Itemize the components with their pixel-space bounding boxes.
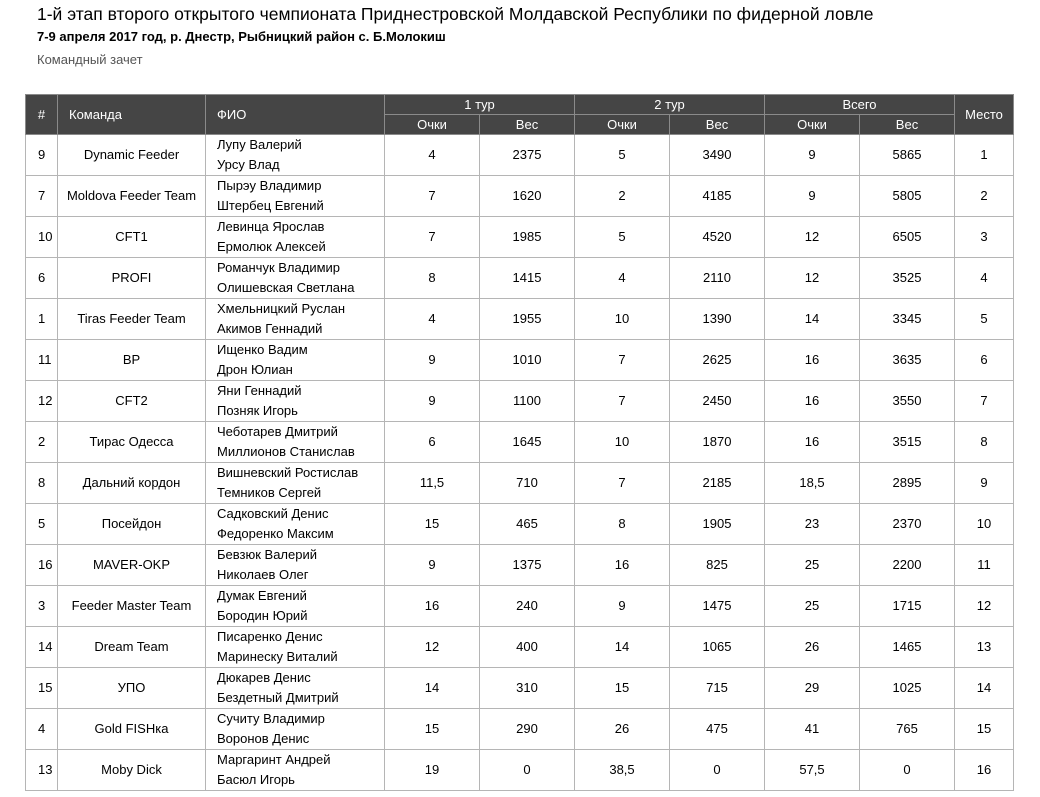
tour-2-points: 5 — [575, 135, 670, 176]
header-total: Всего — [765, 95, 955, 115]
tour-2-points: 10 — [575, 299, 670, 340]
total-weight: 1715 — [860, 586, 955, 627]
team-number: 2 — [26, 422, 58, 463]
member-name: Ищенко Вадим — [217, 342, 308, 357]
member-name: Акимов Геннадий — [217, 321, 323, 336]
tour-1-weight: 240 — [480, 586, 575, 627]
place: 14 — [955, 668, 1014, 709]
member-name: Басюл Игорь — [217, 772, 295, 787]
member-name: Писаренко Денис — [217, 629, 323, 644]
team-name: Moldova Feeder Team — [58, 176, 206, 217]
team-name: Посейдон — [58, 504, 206, 545]
tour-2-points: 7 — [575, 381, 670, 422]
team-members — [206, 340, 385, 381]
header-tour-2: 2 тур — [575, 95, 765, 115]
table-row — [26, 422, 1014, 463]
team-members — [206, 299, 385, 340]
tour-1-points: 8 — [385, 258, 480, 299]
member-name: Миллионов Станислав — [217, 444, 355, 459]
tour-2-points: 2 — [575, 176, 670, 217]
total-points: 26 — [765, 627, 860, 668]
team-members — [206, 463, 385, 504]
event-details: 7-9 апреля 2017 год, р. Днестр, Рыбницкий район с. Б.Молокиш — [37, 29, 446, 44]
tour-2-weight: 1065 — [670, 627, 765, 668]
table-row — [26, 217, 1014, 258]
member-name: Лупу Валерий — [217, 137, 302, 152]
table-row — [26, 586, 1014, 627]
team-name: BP — [58, 340, 206, 381]
tour-2-weight: 1475 — [670, 586, 765, 627]
table-row — [26, 750, 1014, 791]
tour-2-points: 8 — [575, 504, 670, 545]
member-name: Ермолюк Алексей — [217, 239, 326, 254]
total-points: 25 — [765, 545, 860, 586]
team-name: CFT2 — [58, 381, 206, 422]
total-points: 57,5 — [765, 750, 860, 791]
tour-2-weight: 4185 — [670, 176, 765, 217]
team-number: 12 — [26, 381, 58, 422]
tour-2-points: 7 — [575, 340, 670, 381]
table-row — [26, 627, 1014, 668]
team-name: Feeder Master Team — [58, 586, 206, 627]
total-points: 9 — [765, 176, 860, 217]
team-number: 13 — [26, 750, 58, 791]
member-name: Садковский Денис — [217, 506, 329, 521]
team-members — [206, 422, 385, 463]
results-table — [25, 94, 1014, 791]
place: 7 — [955, 381, 1014, 422]
tour-2-points: 38,5 — [575, 750, 670, 791]
team-members — [206, 709, 385, 750]
tour-2-weight: 475 — [670, 709, 765, 750]
team-members — [206, 627, 385, 668]
team-number: 4 — [26, 709, 58, 750]
team-name: Дальний кордон — [58, 463, 206, 504]
table-row — [26, 135, 1014, 176]
tour-1-weight: 1375 — [480, 545, 575, 586]
table-row — [26, 381, 1014, 422]
table-row — [26, 340, 1014, 381]
team-name: PROFI — [58, 258, 206, 299]
team-number: 6 — [26, 258, 58, 299]
total-weight: 2895 — [860, 463, 955, 504]
team-number: 11 — [26, 340, 58, 381]
tour-2-weight: 2450 — [670, 381, 765, 422]
tour-1-weight: 1985 — [480, 217, 575, 258]
table-row — [26, 668, 1014, 709]
team-name: Dynamic Feeder — [58, 135, 206, 176]
tour-1-weight: 310 — [480, 668, 575, 709]
tour-2-points: 15 — [575, 668, 670, 709]
tour-1-points: 12 — [385, 627, 480, 668]
member-name: Сучиту Владимир — [217, 711, 325, 726]
member-name: Бевзюк Валерий — [217, 547, 318, 562]
total-points: 25 — [765, 586, 860, 627]
table-header — [26, 95, 1014, 135]
team-members — [206, 545, 385, 586]
member-name: Думак Евгений — [217, 588, 307, 603]
member-name: Хмельницкий Руслан — [217, 301, 345, 316]
header-fio: ФИО — [206, 95, 385, 135]
total-weight: 3345 — [860, 299, 955, 340]
place: 3 — [955, 217, 1014, 258]
tour-2-points: 16 — [575, 545, 670, 586]
total-points: 41 — [765, 709, 860, 750]
tour-2-weight: 4520 — [670, 217, 765, 258]
tour-2-points: 7 — [575, 463, 670, 504]
header-tour-1-weight: Вес — [480, 115, 575, 135]
team-number: 9 — [26, 135, 58, 176]
member-name: Дрон Юлиан — [217, 362, 293, 377]
member-name: Вишневский Ростислав — [217, 465, 359, 480]
place: 16 — [955, 750, 1014, 791]
tour-1-points: 6 — [385, 422, 480, 463]
team-name: УПО — [58, 668, 206, 709]
total-points: 12 — [765, 258, 860, 299]
tour-2-weight: 1390 — [670, 299, 765, 340]
team-number: 5 — [26, 504, 58, 545]
tour-1-weight: 0 — [480, 750, 575, 791]
tour-2-weight: 825 — [670, 545, 765, 586]
total-weight: 3550 — [860, 381, 955, 422]
place: 12 — [955, 586, 1014, 627]
place: 6 — [955, 340, 1014, 381]
total-weight: 0 — [860, 750, 955, 791]
header-total-points: Очки — [765, 115, 860, 135]
member-name: Бородин Юрий — [217, 608, 308, 623]
total-points: 16 — [765, 340, 860, 381]
tour-2-points: 10 — [575, 422, 670, 463]
tour-1-weight: 290 — [480, 709, 575, 750]
member-name: Дюкарев Денис — [217, 670, 311, 685]
tour-1-weight: 1100 — [480, 381, 575, 422]
team-members — [206, 381, 385, 422]
place: 4 — [955, 258, 1014, 299]
team-members — [206, 586, 385, 627]
tour-1-weight: 1620 — [480, 176, 575, 217]
tour-1-weight: 465 — [480, 504, 575, 545]
total-points: 16 — [765, 381, 860, 422]
total-points: 29 — [765, 668, 860, 709]
place: 8 — [955, 422, 1014, 463]
total-weight: 2200 — [860, 545, 955, 586]
place: 1 — [955, 135, 1014, 176]
member-name: Урсу Влад — [217, 157, 280, 172]
place: 15 — [955, 709, 1014, 750]
header-tour-2-points: Очки — [575, 115, 670, 135]
total-weight: 1025 — [860, 668, 955, 709]
tour-2-points: 14 — [575, 627, 670, 668]
total-points: 12 — [765, 217, 860, 258]
tour-1-weight: 1645 — [480, 422, 575, 463]
total-points: 16 — [765, 422, 860, 463]
standings-type: Командный зачет — [37, 52, 143, 67]
team-members — [206, 258, 385, 299]
total-weight: 5865 — [860, 135, 955, 176]
member-name: Воронов Денис — [217, 731, 310, 746]
member-name: Маргаринт Андрей — [217, 752, 331, 767]
header-team: Команда — [58, 95, 206, 135]
team-number: 8 — [26, 463, 58, 504]
table-row — [26, 463, 1014, 504]
member-name: Николаев Олег — [217, 567, 309, 582]
tour-1-points: 7 — [385, 176, 480, 217]
header-num: # — [26, 95, 58, 135]
tour-2-points: 26 — [575, 709, 670, 750]
tour-1-weight: 710 — [480, 463, 575, 504]
total-points: 9 — [765, 135, 860, 176]
member-name: Штербец Евгений — [217, 198, 324, 213]
place: 5 — [955, 299, 1014, 340]
member-name: Позняк Игорь — [217, 403, 298, 418]
place: 11 — [955, 545, 1014, 586]
tour-1-points: 19 — [385, 750, 480, 791]
team-members — [206, 750, 385, 791]
team-number: 1 — [26, 299, 58, 340]
team-number: 15 — [26, 668, 58, 709]
total-weight: 1465 — [860, 627, 955, 668]
tour-1-points: 15 — [385, 504, 480, 545]
place: 9 — [955, 463, 1014, 504]
team-name: Dream Team — [58, 627, 206, 668]
team-number: 3 — [26, 586, 58, 627]
member-name: Олишевская Светлана — [217, 280, 355, 295]
table-row — [26, 176, 1014, 217]
team-number: 14 — [26, 627, 58, 668]
place: 2 — [955, 176, 1014, 217]
table-row — [26, 258, 1014, 299]
tour-1-weight: 1010 — [480, 340, 575, 381]
tour-1-points: 16 — [385, 586, 480, 627]
total-weight: 3525 — [860, 258, 955, 299]
team-number: 10 — [26, 217, 58, 258]
tour-1-weight: 1955 — [480, 299, 575, 340]
tour-2-points: 4 — [575, 258, 670, 299]
total-weight: 3515 — [860, 422, 955, 463]
tour-2-weight: 1870 — [670, 422, 765, 463]
team-name: Moby Dick — [58, 750, 206, 791]
tour-2-weight: 3490 — [670, 135, 765, 176]
table-row — [26, 299, 1014, 340]
place: 10 — [955, 504, 1014, 545]
place: 13 — [955, 627, 1014, 668]
header-total-weight: Вес — [860, 115, 955, 135]
header-tour-1: 1 тур — [385, 95, 575, 115]
team-name: MAVER-OKP — [58, 545, 206, 586]
tour-1-points: 9 — [385, 340, 480, 381]
tour-2-points: 5 — [575, 217, 670, 258]
total-weight: 2370 — [860, 504, 955, 545]
tour-1-points: 7 — [385, 217, 480, 258]
member-name: Федоренко Максим — [217, 526, 334, 541]
team-members — [206, 135, 385, 176]
member-name: Романчук Владимир — [217, 260, 341, 275]
member-name: Левинца Ярослав — [217, 219, 325, 234]
tour-1-points: 4 — [385, 135, 480, 176]
tour-1-points: 15 — [385, 709, 480, 750]
total-points: 14 — [765, 299, 860, 340]
tour-1-weight: 400 — [480, 627, 575, 668]
team-number: 16 — [26, 545, 58, 586]
tour-1-points: 4 — [385, 299, 480, 340]
tour-2-weight: 2110 — [670, 258, 765, 299]
team-name: Tiras Feeder Team — [58, 299, 206, 340]
total-points: 18,5 — [765, 463, 860, 504]
total-weight: 5805 — [860, 176, 955, 217]
tour-2-points: 9 — [575, 586, 670, 627]
tour-1-points: 9 — [385, 381, 480, 422]
page-title: 1-й этап второго открытого чемпионата Приднестровской Молдавской Республики по фидерной ловле — [37, 4, 874, 24]
team-members — [206, 176, 385, 217]
table-row — [26, 545, 1014, 586]
header-tour-2-weight: Вес — [670, 115, 765, 135]
table-row — [26, 709, 1014, 750]
team-name: Тирас Одесса — [58, 422, 206, 463]
member-name: Маринеску Виталий — [217, 649, 338, 664]
member-name: Темников Сергей — [217, 485, 322, 500]
tour-2-weight: 1905 — [670, 504, 765, 545]
tour-2-weight: 715 — [670, 668, 765, 709]
tour-1-points: 11,5 — [385, 463, 480, 504]
header-place: Место — [955, 95, 1014, 135]
tour-1-points: 14 — [385, 668, 480, 709]
table-row — [26, 504, 1014, 545]
team-name: CFT1 — [58, 217, 206, 258]
total-weight: 6505 — [860, 217, 955, 258]
header-tour-1-points: Очки — [385, 115, 480, 135]
total-weight: 765 — [860, 709, 955, 750]
member-name: Чеботарев Дмитрий — [217, 424, 338, 439]
table-body — [26, 135, 1014, 791]
member-name: Бездетный Дмитрий — [217, 690, 339, 705]
member-name: Пырэу Владимир — [217, 178, 322, 193]
team-name: Gold FISHка — [58, 709, 206, 750]
tour-2-weight: 0 — [670, 750, 765, 791]
tour-1-weight: 2375 — [480, 135, 575, 176]
total-points: 23 — [765, 504, 860, 545]
tour-1-weight: 1415 — [480, 258, 575, 299]
team-members — [206, 217, 385, 258]
tour-2-weight: 2185 — [670, 463, 765, 504]
tour-2-weight: 2625 — [670, 340, 765, 381]
team-number: 7 — [26, 176, 58, 217]
team-members — [206, 668, 385, 709]
team-members — [206, 504, 385, 545]
total-weight: 3635 — [860, 340, 955, 381]
member-name: Яни Геннадий — [217, 383, 302, 398]
tour-1-points: 9 — [385, 545, 480, 586]
